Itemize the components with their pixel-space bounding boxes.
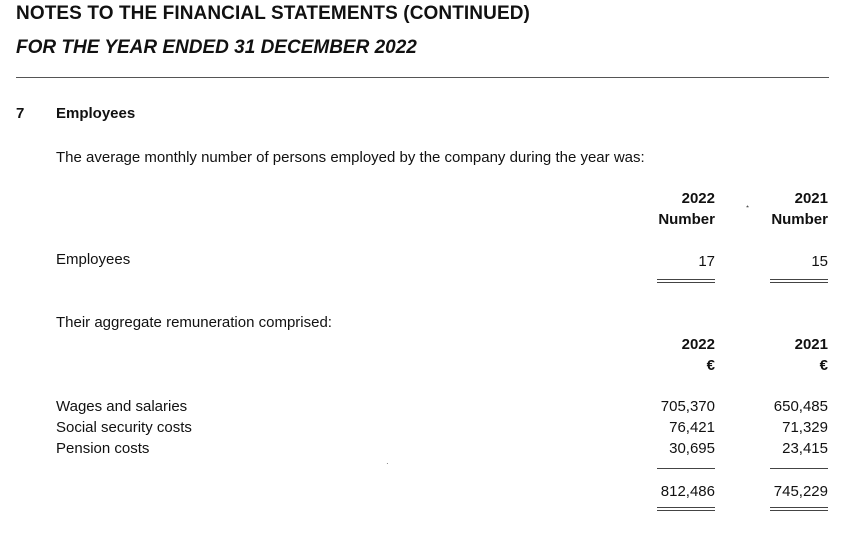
employees-row-label: Employees	[56, 251, 131, 268]
employees-header-2021-year: 2021	[794, 190, 828, 207]
employees-header-2022-year: 2022	[681, 190, 715, 207]
total-double-underline-2022	[657, 507, 715, 511]
remuneration-row-value-2021: 650,485	[773, 398, 828, 415]
total-double-underline-2021	[770, 507, 828, 511]
employees-header-2021-unit: Number	[771, 211, 828, 228]
remuneration-row-label: Wages and salaries	[56, 398, 188, 415]
remuneration-row-label: Social security costs	[56, 419, 192, 436]
remuneration-header-2021-year: 2021	[794, 336, 828, 353]
remuneration-header-2022-unit: €	[706, 357, 715, 374]
note-number: 7	[16, 105, 25, 122]
remuneration-total-2022: 812,486	[660, 483, 715, 500]
scan-mark: ⋆	[745, 202, 751, 211]
subtotal-underline-2022	[657, 468, 715, 469]
remuneration-row-value-2021: 23,415	[782, 440, 828, 457]
remuneration-header-2021-unit: €	[819, 357, 828, 374]
employees-double-underline-2022	[657, 279, 715, 283]
employees-value-2021: 15	[811, 253, 828, 270]
note-title: Employees	[56, 105, 136, 122]
employees-value-2022: 17	[698, 253, 715, 270]
remuneration-row-label: Pension costs	[56, 440, 150, 457]
scan-mark: ·	[386, 459, 389, 468]
page-subtitle: FOR THE YEAR ENDED 31 DECEMBER 2022	[16, 37, 417, 58]
note-intro: The average monthly number of persons employed by the company during the year was:	[56, 149, 645, 166]
page-title: NOTES TO THE FINANCIAL STATEMENTS (CONTINUED)	[16, 3, 530, 24]
employees-header-2022-unit: Number	[658, 211, 715, 228]
remuneration-intro: Their aggregate remuneration comprised:	[56, 314, 332, 331]
remuneration-row-value-2021: 71,329	[782, 419, 828, 436]
employees-double-underline-2021	[770, 279, 828, 283]
remuneration-row-value-2022: 30,695	[669, 440, 715, 457]
subtotal-underline-2021	[770, 468, 828, 469]
remuneration-total-2021: 745,229	[773, 483, 828, 500]
remuneration-header-2022-year: 2022	[681, 336, 715, 353]
header-divider	[16, 77, 829, 78]
remuneration-row-value-2022: 76,421	[669, 419, 715, 436]
remuneration-row-value-2022: 705,370	[660, 398, 715, 415]
